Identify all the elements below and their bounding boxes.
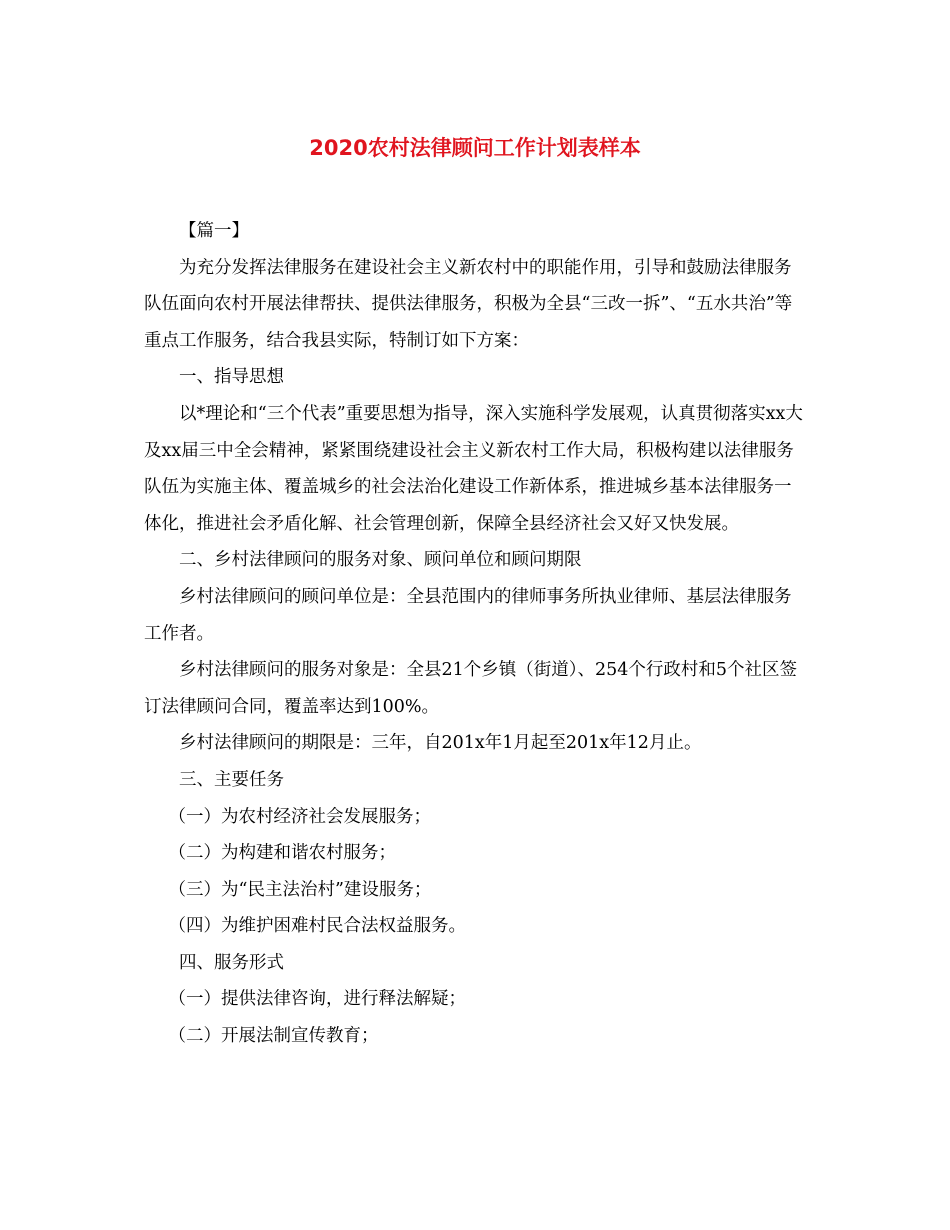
service-targets-paragraph: 乡村法律顾问的服务对象是：全县21个乡镇（街道）、254个行政村和5个社区签订法律顾问合同，覆盖率达到100%。 <box>144 660 798 717</box>
guiding-ideology-paragraph: 以*理论和“三个代表”重要思想为指导，深入实施科学发展观，认真贯彻落实xx大及xx届三中全会精神，紧紧围绕建设社会主义新农村工作大局，积极构建以法律服务队伍为实施主体、覆盖城乡的社会法治化建设工作新体系，推进城乡基本法律服务一体化，推进社会矛盾化解、社会管理创新，保障全县经济社会又好又快发展。 <box>144 403 803 534</box>
heading-main-tasks: 三、主要任务 <box>179 769 284 790</box>
task-item: （四）为维护困难村民合法权益服务。 <box>168 916 466 937</box>
document-body <box>144 213 808 1055</box>
heading-service-forms: 四、服务形式 <box>179 952 284 973</box>
task-item: （三）为“民主法治村”建设服务； <box>168 879 432 900</box>
service-form-item: （二）开展法制宣传教育； <box>168 1026 379 1047</box>
service-period-paragraph: 乡村法律顾问的期限是：三年，自201x年1月起至201x年12月止。 <box>179 733 702 754</box>
advisor-units-paragraph: 乡村法律顾问的顾问单位是：全县范围内的律师事务所执业律师、基层法律服务工作者。 <box>144 586 792 644</box>
heading-service-scope: 二、乡村法律顾问的服务对象、顾问单位和顾问期限 <box>179 550 582 571</box>
service-form-item: （一）提供法律咨询，进行释法解疑； <box>168 989 466 1010</box>
section-label: 【篇一】 <box>179 221 249 241</box>
intro-paragraph: 为充分发挥法律服务在建设社会主义新农村中的职能作用，引导和鼓励法律服务队伍面向农村开展法律帮扶、提供法律服务，积极为全县“三改一拆”、“五水共治”等重点工作服务，结合我县实际，特制订如下方案： <box>144 257 793 351</box>
task-item: （一）为农村经济社会发展服务； <box>168 806 431 827</box>
document-title: 2020农村法律顾问工作计划表样本 <box>309 136 641 160</box>
task-item: （二）为构建和谐农村服务； <box>168 843 396 864</box>
heading-guiding-ideology: 一、指导思想 <box>179 367 284 388</box>
